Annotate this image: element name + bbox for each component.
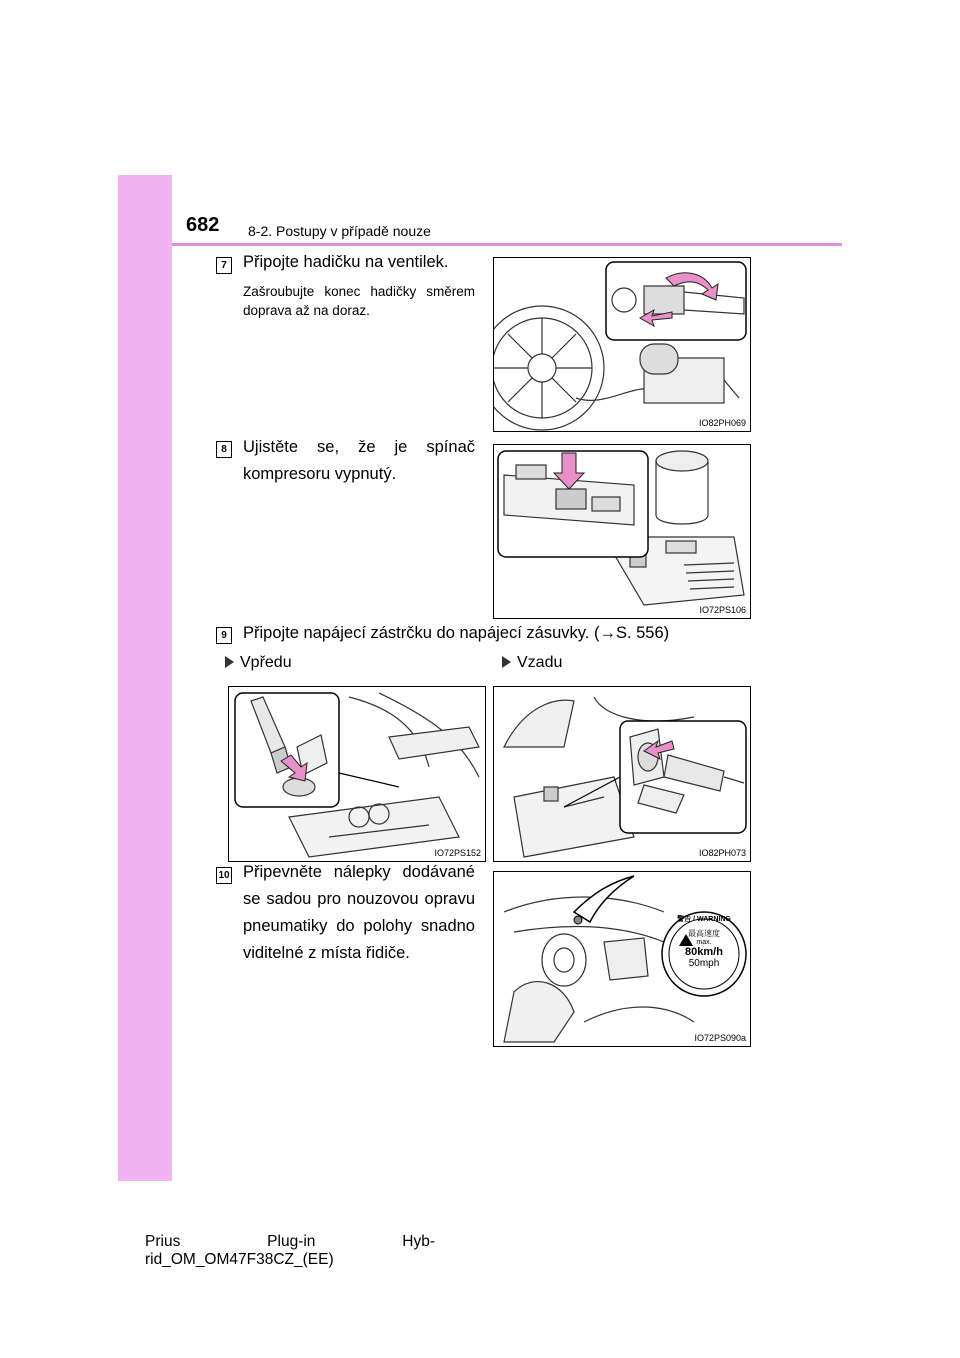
step-7-description: Zašroubujte konec hadičky směrem doprava až na doraz.: [243, 284, 475, 318]
step-number-10: 10: [216, 867, 232, 884]
step-number-8: 8: [216, 441, 232, 458]
sticker-speed-label: 最高速度: [688, 929, 720, 938]
footer-model: Prius: [145, 1233, 181, 1250]
step-8-title: Ujistěte se, že je spínač kompresoru vypnutý.: [243, 438, 475, 483]
figure-compressor-switch: [493, 444, 751, 619]
figure-code: IO82PH069: [698, 418, 746, 428]
sticker-kmh: 80km/h: [685, 946, 723, 958]
figure-code: IO72PS152: [434, 848, 481, 858]
header-rule: [172, 243, 842, 246]
figure-rear-socket: [493, 686, 751, 862]
sticker-title: 警告 / WARNING: [677, 916, 731, 923]
section-title: 8-2. Postupy v případě nouze: [248, 223, 431, 239]
triangle-bullet-icon: [502, 656, 511, 668]
footer-plugin: Plug-in: [267, 1233, 316, 1250]
step-9-title: Připojte napájecí zástrčku do napájecí zásuvky. (→S. 556): [243, 624, 670, 642]
step-number-7: 7: [216, 257, 232, 274]
footer: [145, 1233, 435, 1269]
side-band: [118, 175, 172, 1181]
page-number: 682: [186, 214, 220, 236]
figure-code: IO72PS090a: [694, 1033, 746, 1043]
figure-front-socket: [228, 686, 486, 862]
figure-code: IO72PS106: [699, 605, 746, 615]
figure-sticker-placement: [493, 871, 751, 1047]
warning-sticker: [662, 914, 746, 969]
sticker-mph: 50mph: [688, 958, 720, 969]
step-number-9: 9: [216, 627, 232, 644]
figure-hose-valve: [493, 257, 751, 432]
option-rear-label: Vzadu: [502, 654, 562, 672]
footer-hyb: Hyb-: [402, 1233, 435, 1250]
step-10-title: Připevněte nálepky dodávané se sadou pro nouzovou opravu pneumatiky do polohy snadno viditelné z místa řidiče.: [243, 863, 475, 962]
triangle-bullet-icon: [225, 656, 234, 668]
sticker-max: max.: [696, 939, 712, 946]
figure-code: IO82PH073: [698, 848, 746, 858]
step-7-title: Připojte hadičku na ventilek.: [243, 253, 449, 271]
footer-code: rid_OM_OM47F38CZ_(EE): [145, 1251, 334, 1268]
option-front-label: Vpředu: [225, 654, 292, 672]
